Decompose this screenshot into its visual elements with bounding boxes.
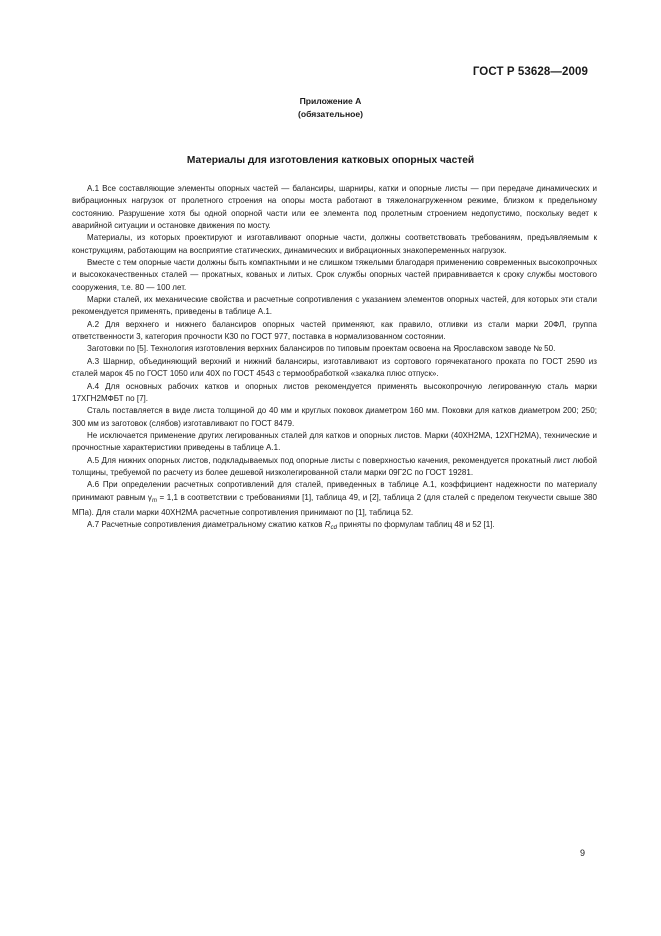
paragraph: Марки сталей, их механические свойства и расчетные сопротивления с указанием элементов опорных частей, для которых эти стали рекомендуется применять, приведены в таблице А.1. <box>72 295 597 317</box>
appendix-label: Приложение А <box>299 96 362 106</box>
paragraph-a4: А.4 Для основных рабочих катков и опорных листов рекомендуется применять высокопрочную легированную сталь марки 17ХГН2МФБТ по [7]. <box>72 381 597 403</box>
text-fragment: = 1,1 в соответствии с требованиями [1], таблица 49, и [2], таблица 2 (для сталей с пределом текучести свыше 380 МПа). Для стали марки 40ХН2МА расчетные сопротивления принимают по [1], таблица 52. <box>72 492 597 517</box>
paragraph-a6 <box>72 479 597 519</box>
paragraph-a1: А.1 Все составляющие элементы опорных частей — балансиры, шарниры, катки и опорные листы — при передаче динамических и вибрационных нагрузок от пролетного строения на опоры моста работают в тяжелонагруженном режиме, близком к предельному состоянию. Разрушение хотя бы одной опорной части или ее элемента под пролетным строением недопустимо, поскольку ведет к аварийной ситуации и остановке движения по мосту. <box>72 184 597 231</box>
resistance-variable: R <box>324 520 331 530</box>
text-fragment: А.7 Расчетные сопротивления диаметральному сжатию катков <box>87 520 325 530</box>
appendix-status: (обязательное) <box>297 109 364 119</box>
document-code: ГОСТ Р 53628—2009 <box>472 66 588 78</box>
paragraph-a5: А.5 Для нижних опорных листов, подкладываемых под опорные листы с поверхностью качения, рекомендуется прокатный лист любой толщины, требуемой по расчету из более дешевой низколегированной стали марки 09Г2С по ГОСТ 19281. <box>72 455 597 477</box>
paragraph: Заготовки по [5]. Технология изготовления верхних балансиров по типовым проектам освоена на Ярославском заводе № 50. <box>87 344 556 354</box>
page-number: 9 <box>579 848 585 858</box>
paragraph-a7 <box>72 519 597 534</box>
text-fragment: А.6 При определении расчетных сопротивлений для сталей, приведенных в таблице А.1, коэффициент надежности по материалу принимают равным γ <box>72 480 597 502</box>
paragraph: Вместе с тем опорные части должны быть компактными и не слишком тяжелыми благодаря применению современных высокопрочных и высококачественных сталей — прокатных, кованых и литых. Срок службы опорных частей приравнивается к сроку службы мостового сооружения, т.е. 80 — 100 лет. <box>72 258 597 292</box>
paragraph: Сталь поставляется в виде листа толщиной до 40 мм и круглых поковок диаметром 160 мм. Поковки для катков диаметром 200; 250; 300 мм из заготовок (слябов) изготавливают по ГОСТ 8479. <box>72 406 597 428</box>
section-title: Материалы для изготовления катковых опорных частей <box>186 155 475 166</box>
paragraph-a2: А.2 Для верхнего и нижнего балансиров опорных частей применяют, как правило, отливки из стали марки 20ФЛ, группа ответственности 3, категория прочности К30 по ГОСТ 977, поставка в нормализованном состоянии. <box>72 319 597 342</box>
paragraph: Материалы, из которых проектируют и изготавливают опорные части, должны соответствовать требованиям, предъявляемым к конструкциям, работающим на восприятие статических, динамических и вибрационных знакопеременных нагрузок. <box>72 233 597 255</box>
paragraph-a3: А.3 Шарнир, объединяющий верхний и нижний балансиры, изготавливают из сортового горячекатаного проката по ГОСТ 2590 из сталей марок 45 по ГОСТ 1050 или 40Х по ГОСТ 4543 с термообработкой «закалка плюс отпуск». <box>72 356 597 379</box>
gamma-subscript: m <box>151 497 157 504</box>
body-text <box>72 183 597 535</box>
text-fragment: приняты по формулам таблиц 48 и 52 [1]. <box>336 520 495 530</box>
paragraph: Не исключается применение других легированных сталей для катков и опорных листов. Марки (40ХН2МА, 12ХГН2МА), технические и прочностные характеристики приведены в таблице А.1. <box>72 430 597 453</box>
appendix-heading <box>0 95 661 121</box>
resistance-subscript: cd <box>330 525 337 532</box>
